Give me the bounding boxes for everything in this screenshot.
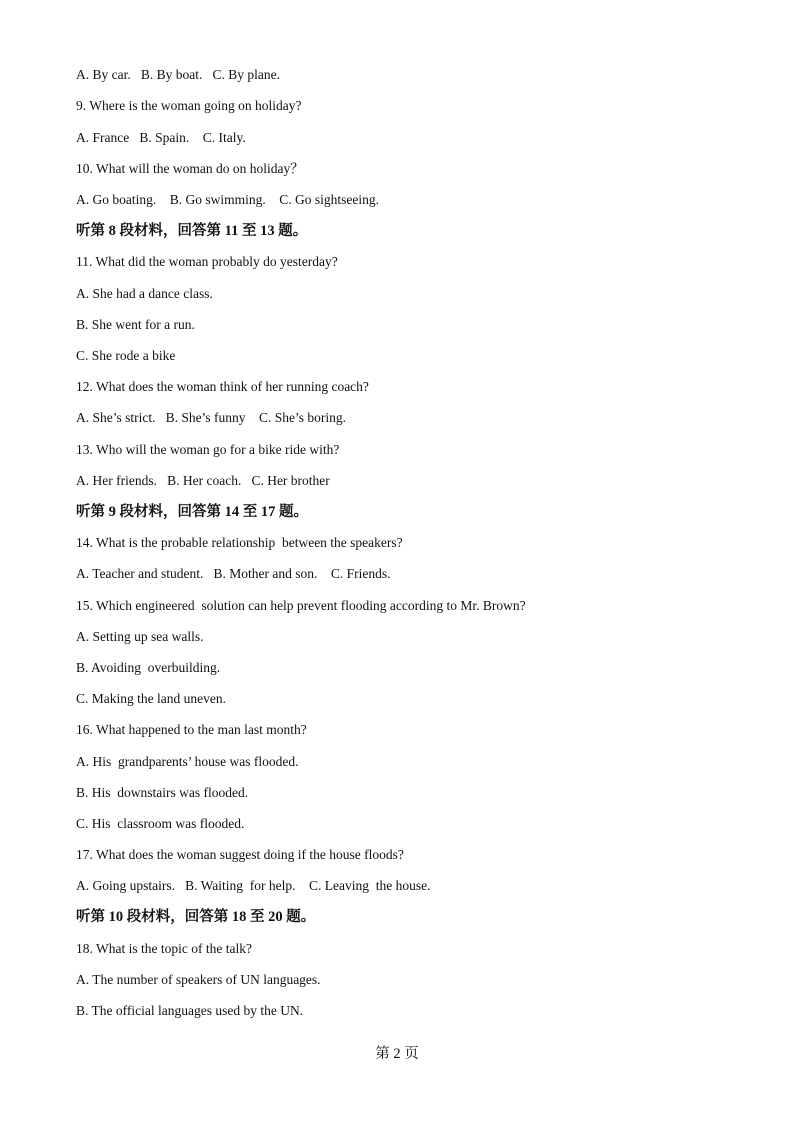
question-line: A. Her friends. B. Her coach. C. Her brother	[76, 473, 330, 488]
question-line: 12. What does the woman think of her running coach?	[76, 379, 369, 394]
question-line: C. Making the land uneven.	[76, 691, 226, 706]
question-line: C. She rode a bike	[76, 348, 176, 363]
question-line: 14. What is the probable relationship between the speakers?	[76, 535, 403, 550]
question-line: 13. Who will the woman go for a bike ride with?	[76, 442, 340, 457]
page-number-footer: 第 2 页	[375, 1046, 419, 1062]
question-line: A. Setting up sea walls.	[76, 629, 204, 644]
section-heading: 听第 9 段材料，回答第 14 至 17 题。	[76, 504, 308, 520]
question-line: A. Teacher and student. B. Mother and son. C. Friends.	[76, 566, 391, 581]
question-line: A. She had a dance class.	[76, 286, 213, 301]
question-line: B. She went for a run.	[76, 317, 195, 332]
question-line: B. Avoiding overbuilding.	[76, 660, 221, 675]
question-line: A. By car. B. By boat. C. By plane.	[76, 67, 280, 82]
section-heading: 听第 8 段材料，回答第 11 至 13 题。	[76, 223, 308, 239]
question-line: B. The official languages used by the UN.	[76, 1003, 304, 1018]
question-line: A. Go boating. B. Go swimming. C. Go sightseeing.	[76, 192, 379, 207]
question-line: A. She’s strict. B. She’s funny C. She’s boring.	[76, 410, 347, 425]
question-line: 17. What does the woman suggest doing if the house floods?	[76, 847, 404, 862]
question-line: 9. Where is the woman going on holiday?	[76, 98, 302, 113]
question-line: 11. What did the woman probably do yesterday?	[76, 254, 338, 269]
question-line: B. His downstairs was flooded.	[76, 785, 249, 800]
question-line: A. Going upstairs. B. Waiting for help. C. Leaving the house.	[76, 878, 431, 893]
question-line: A. France B. Spain. C. Italy.	[76, 130, 246, 145]
question-line: 18. What is the topic of the talk?	[76, 941, 252, 956]
question-line: A. His grandparents’ house was flooded.	[76, 754, 299, 769]
question-line: A. The number of speakers of UN languages.	[76, 972, 321, 987]
question-line: 16. What happened to the man last month?	[76, 722, 307, 737]
question-line: 15. Which engineered solution can help prevent flooding according to Mr. Brown?	[76, 598, 526, 613]
question-line: C. His classroom was flooded.	[76, 816, 245, 831]
section-heading: 听第 10 段材料，回答第 18 至 20 题。	[76, 909, 316, 925]
question-line: 10. What will the woman do on holiday？	[76, 161, 304, 176]
